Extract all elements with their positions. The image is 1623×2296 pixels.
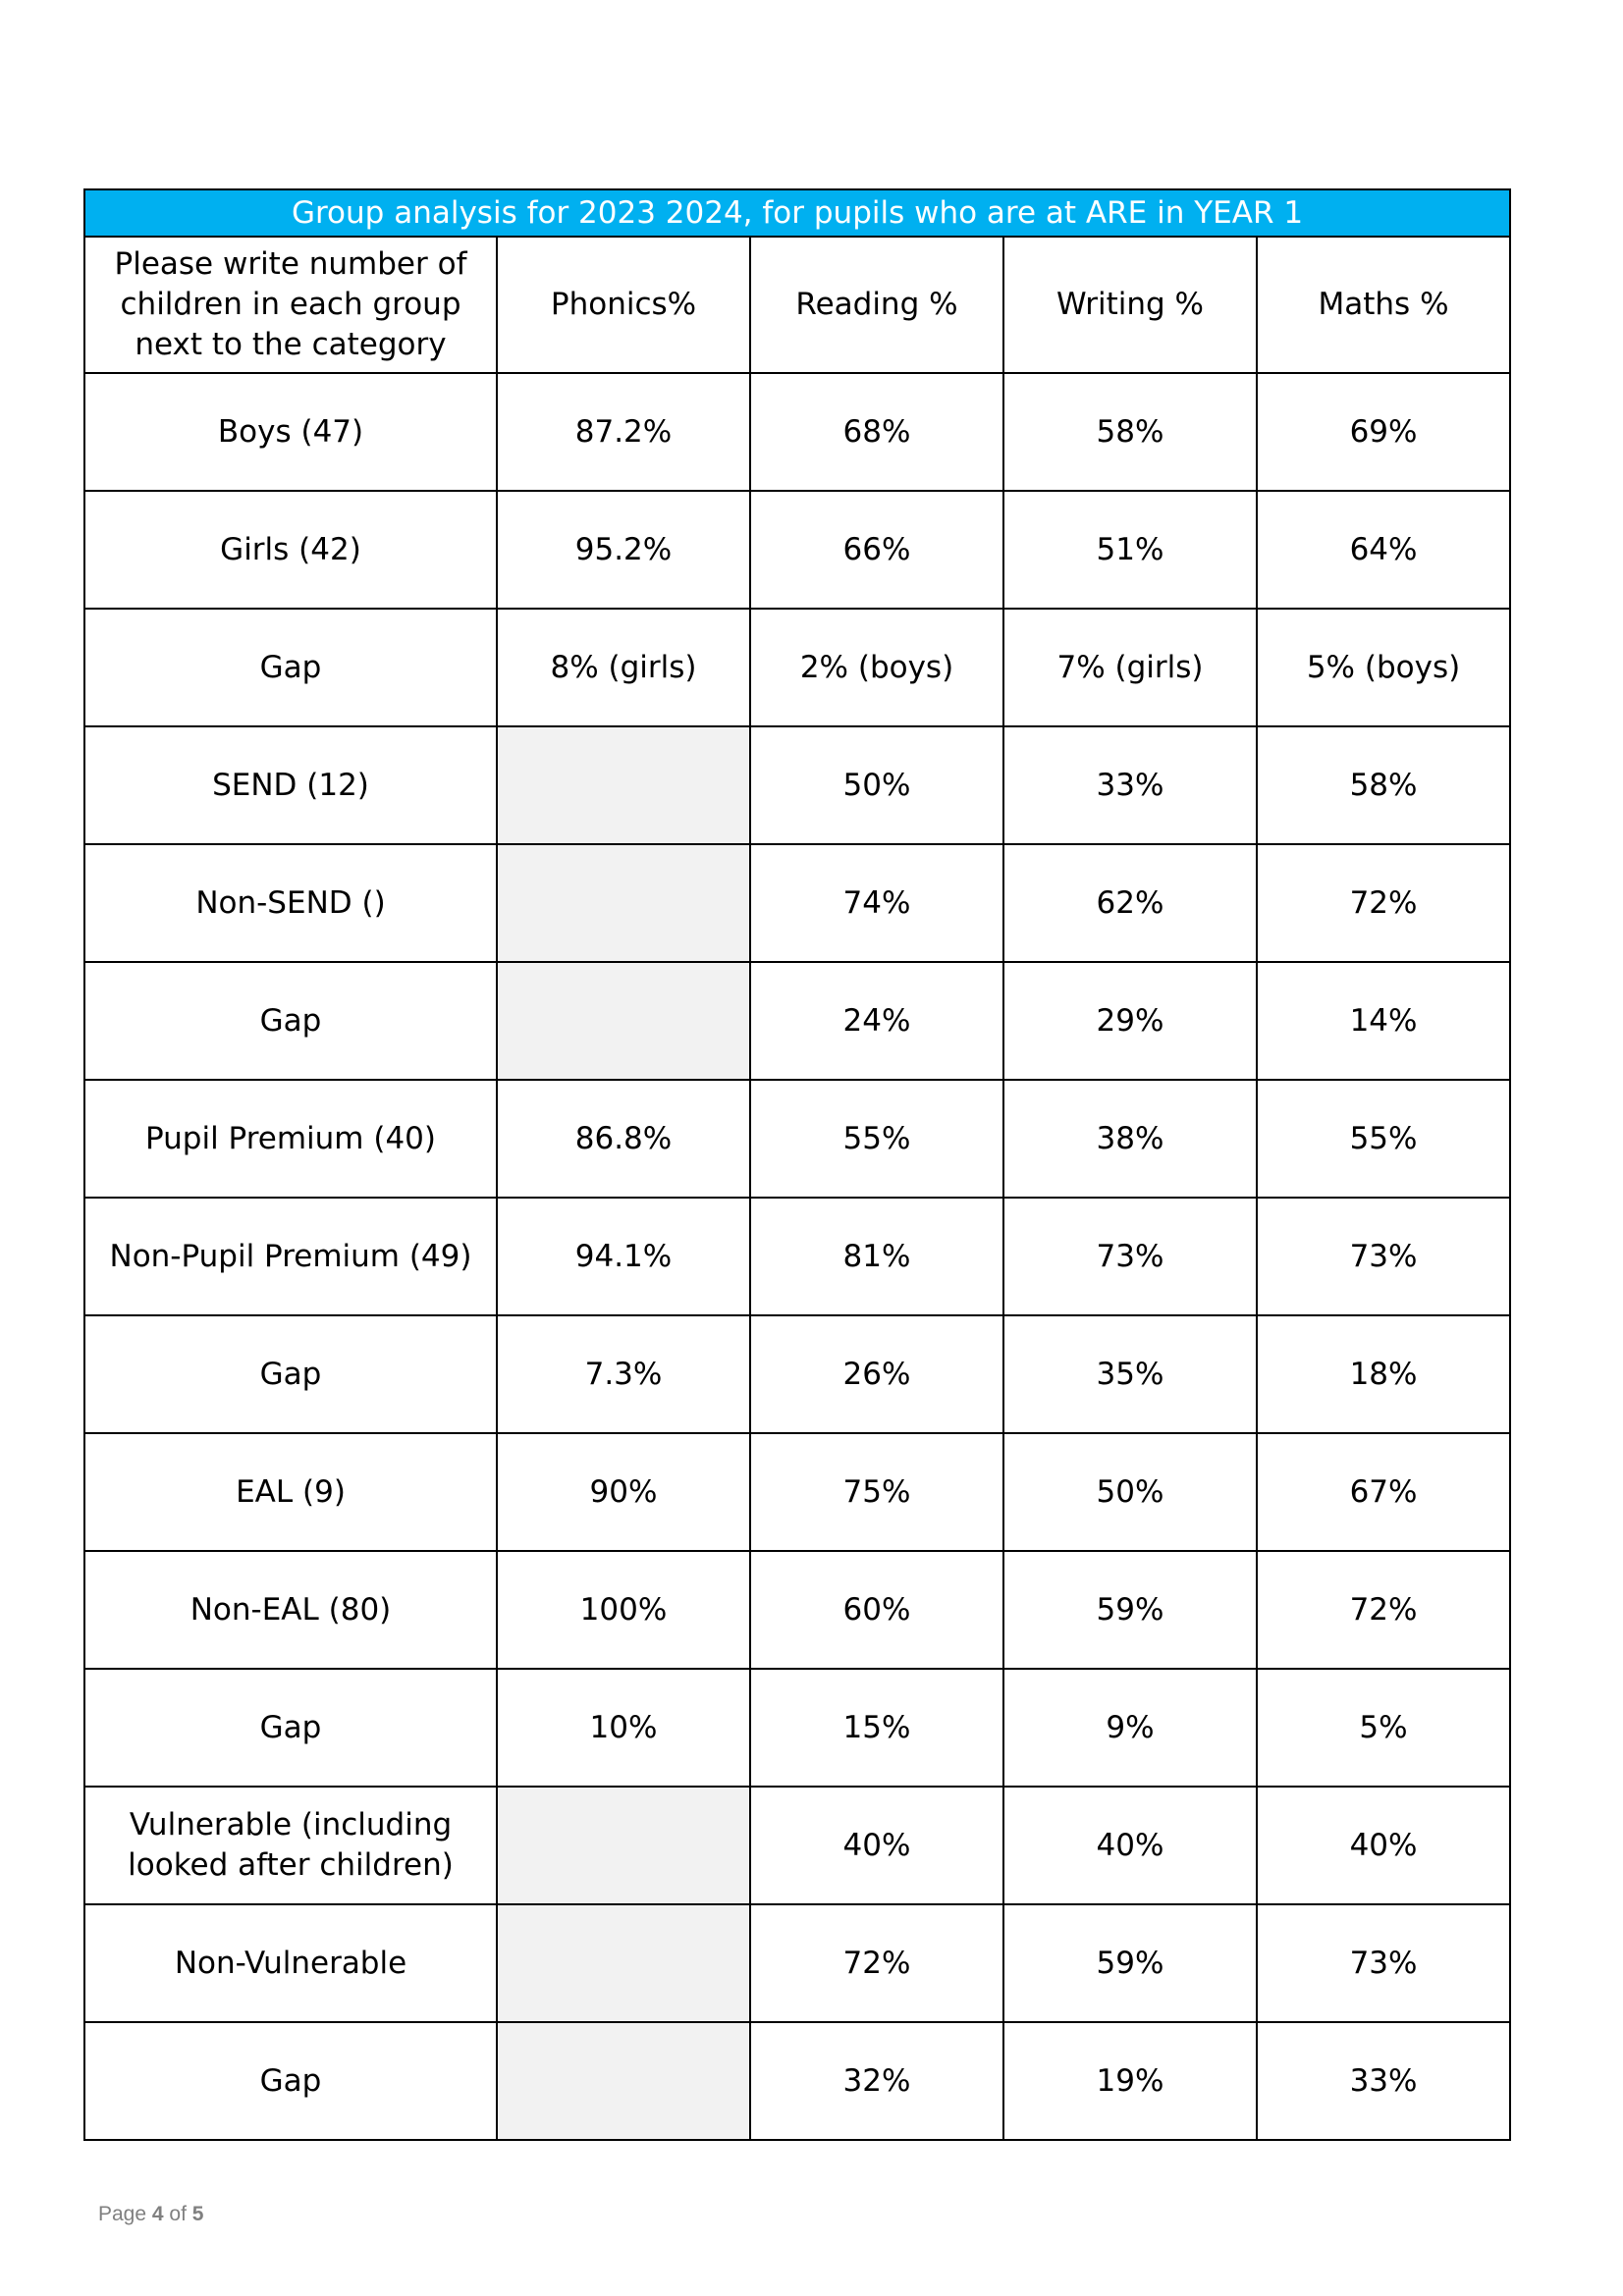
cell-writing: 73%: [1003, 1198, 1257, 1315]
header-category: Please write number of children in each group next to the category: [84, 237, 497, 373]
cell-writing: 62%: [1003, 844, 1257, 962]
table-row: [84, 609, 1510, 726]
table-row: [84, 1433, 1510, 1551]
header-reading: Reading %: [750, 237, 1003, 373]
cell-writing: 29%: [1003, 962, 1257, 1080]
cell-category: Gap: [84, 609, 497, 726]
header-writing: Writing %: [1003, 237, 1257, 373]
header-maths: Maths %: [1257, 237, 1510, 373]
table-row: [84, 962, 1510, 1080]
cell-phonics: 10%: [497, 1669, 750, 1787]
cell-maths: 55%: [1257, 1080, 1510, 1198]
cell-maths: 14%: [1257, 962, 1510, 1080]
cell-reading: 68%: [750, 373, 1003, 491]
cell-phonics: 100%: [497, 1551, 750, 1669]
table-row: [84, 2022, 1510, 2140]
cell-phonics: 95.2%: [497, 491, 750, 609]
cell-reading: 72%: [750, 1904, 1003, 2022]
footer-current-page: 4: [151, 2203, 164, 2225]
cell-maths: 18%: [1257, 1315, 1510, 1433]
group-analysis-table: [83, 188, 1511, 2141]
cell-writing: 58%: [1003, 373, 1257, 491]
cell-category: EAL (9): [84, 1433, 497, 1551]
cell-writing: 59%: [1003, 1904, 1257, 2022]
cell-phonics: [497, 1787, 750, 1904]
table-row: [84, 1904, 1510, 2022]
cell-writing: 38%: [1003, 1080, 1257, 1198]
table-row: [84, 1080, 1510, 1198]
footer-of-label: of: [169, 2203, 187, 2225]
cell-writing: 33%: [1003, 726, 1257, 844]
cell-writing: 19%: [1003, 2022, 1257, 2140]
cell-maths: 5% (boys): [1257, 609, 1510, 726]
cell-phonics: [497, 2022, 750, 2140]
cell-maths: 73%: [1257, 1904, 1510, 2022]
table-row: [84, 1669, 1510, 1787]
cell-maths: 40%: [1257, 1787, 1510, 1904]
cell-phonics: [497, 1904, 750, 2022]
cell-maths: 72%: [1257, 844, 1510, 962]
cell-phonics: [497, 962, 750, 1080]
cell-maths: 33%: [1257, 2022, 1510, 2140]
table-header-row: [84, 237, 1510, 373]
cell-maths: 58%: [1257, 726, 1510, 844]
cell-category: Gap: [84, 1315, 497, 1433]
table-row: [84, 726, 1510, 844]
cell-reading: 2% (boys): [750, 609, 1003, 726]
cell-maths: 5%: [1257, 1669, 1510, 1787]
cell-reading: 81%: [750, 1198, 1003, 1315]
cell-reading: 74%: [750, 844, 1003, 962]
cell-category: Non-Pupil Premium (49): [84, 1198, 497, 1315]
cell-writing: 50%: [1003, 1433, 1257, 1551]
cell-maths: 67%: [1257, 1433, 1510, 1551]
cell-writing: 51%: [1003, 491, 1257, 609]
cell-reading: 50%: [750, 726, 1003, 844]
cell-phonics: 90%: [497, 1433, 750, 1551]
table-body: [84, 373, 1510, 2140]
cell-maths: 72%: [1257, 1551, 1510, 1669]
cell-reading: 60%: [750, 1551, 1003, 1669]
table-title-row: [84, 189, 1510, 237]
cell-phonics: 8% (girls): [497, 609, 750, 726]
cell-category: Gap: [84, 962, 497, 1080]
cell-maths: 64%: [1257, 491, 1510, 609]
table-row: [84, 1787, 1510, 1904]
cell-category: SEND (12): [84, 726, 497, 844]
cell-category: Boys (47): [84, 373, 497, 491]
cell-writing: 7% (girls): [1003, 609, 1257, 726]
cell-reading: 15%: [750, 1669, 1003, 1787]
cell-writing: 40%: [1003, 1787, 1257, 1904]
table-row: [84, 491, 1510, 609]
table-row: [84, 373, 1510, 491]
cell-phonics: [497, 726, 750, 844]
cell-reading: 26%: [750, 1315, 1003, 1433]
cell-phonics: 86.8%: [497, 1080, 750, 1198]
table-row: [84, 1551, 1510, 1669]
footer-total-pages: 5: [191, 2203, 204, 2225]
cell-reading: 75%: [750, 1433, 1003, 1551]
cell-writing: 59%: [1003, 1551, 1257, 1669]
cell-maths: 69%: [1257, 373, 1510, 491]
cell-phonics: [497, 844, 750, 962]
table-row: [84, 1198, 1510, 1315]
cell-category: Non-Vulnerable: [84, 1904, 497, 2022]
cell-category: Non-EAL (80): [84, 1551, 497, 1669]
table-row: [84, 844, 1510, 962]
cell-maths: 73%: [1257, 1198, 1510, 1315]
cell-writing: 35%: [1003, 1315, 1257, 1433]
cell-phonics: 94.1%: [497, 1198, 750, 1315]
cell-category: Girls (42): [84, 491, 497, 609]
page-footer: [98, 2203, 203, 2226]
cell-reading: 24%: [750, 962, 1003, 1080]
header-phonics: Phonics%: [497, 237, 750, 373]
cell-writing: 9%: [1003, 1669, 1257, 1787]
table-title: Group analysis for 2023 2024, for pupils who are at ARE in YEAR 1: [84, 189, 1510, 237]
footer-page-label: Page: [98, 2203, 147, 2225]
cell-reading: 32%: [750, 2022, 1003, 2140]
table-row: [84, 1315, 1510, 1433]
cell-category: Gap: [84, 2022, 497, 2140]
cell-phonics: 7.3%: [497, 1315, 750, 1433]
cell-category: Gap: [84, 1669, 497, 1787]
cell-reading: 55%: [750, 1080, 1003, 1198]
cell-category: Vulnerable (including looked after children): [84, 1787, 497, 1904]
cell-phonics: 87.2%: [497, 373, 750, 491]
cell-category: Pupil Premium (40): [84, 1080, 497, 1198]
cell-reading: 40%: [750, 1787, 1003, 1904]
cell-category: Non-SEND (): [84, 844, 497, 962]
cell-reading: 66%: [750, 491, 1003, 609]
